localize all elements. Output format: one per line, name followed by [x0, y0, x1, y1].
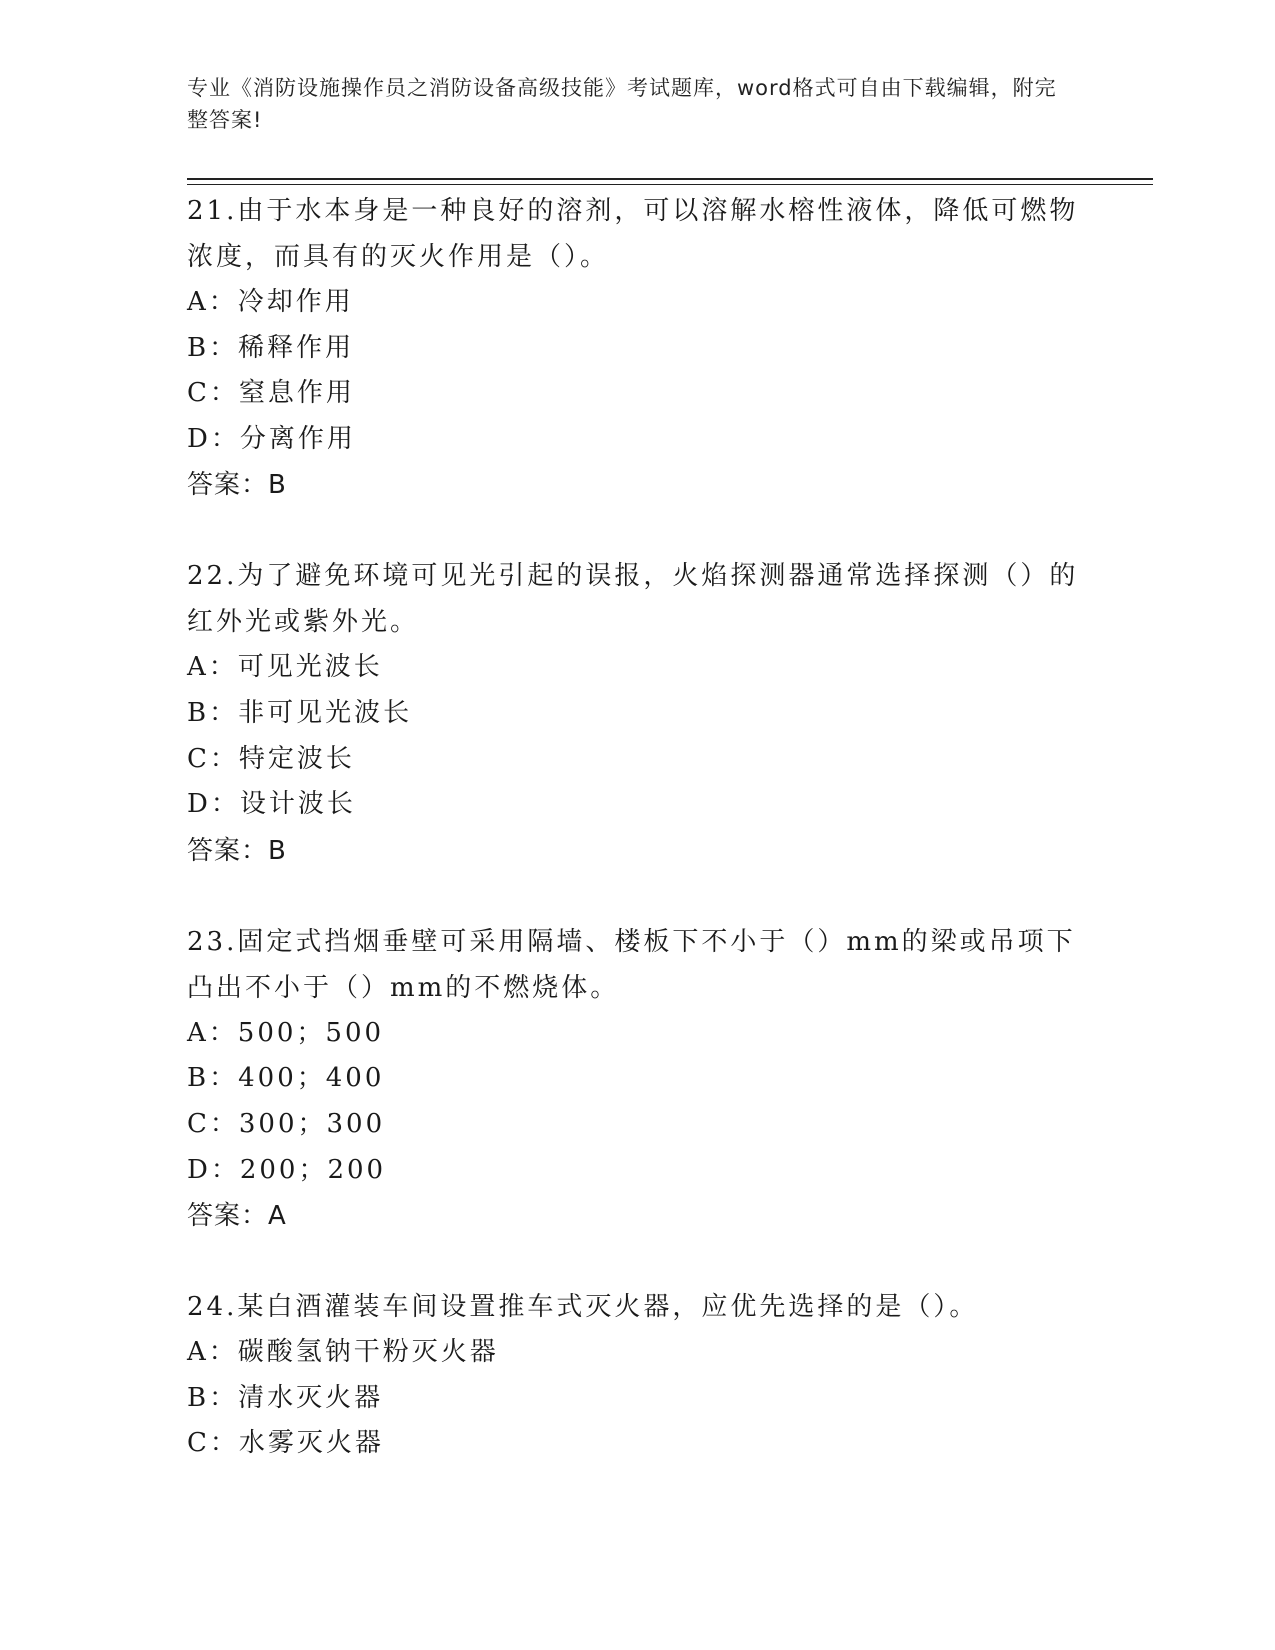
option-b: B：清水灭火器: [187, 1382, 384, 1413]
question-23: [187, 919, 1087, 1239]
option-a: A：可见光波长: [187, 652, 383, 683]
question-text: 21.由于水本身是一种良好的溶剂，可以溶解水榕性液体，降低可燃物浓度，而具有的灭火作用是（）。: [187, 196, 1079, 272]
option-d: D：设计波长: [187, 789, 356, 820]
option-a: A：碳酸氢钠干粉灭火器: [187, 1337, 499, 1368]
option-b: B：400；400: [187, 1063, 385, 1094]
spacer: [187, 874, 1087, 919]
question-21: [187, 188, 1087, 508]
option-c: C：窒息作用: [187, 378, 355, 409]
option-b: B：稀释作用: [187, 332, 355, 363]
option-c: C：特定波长: [187, 743, 355, 774]
option-d: D：分离作用: [187, 423, 356, 454]
header-divider-thick: [187, 178, 1153, 180]
question-text: 24.某白酒灌装车间设置推车式灭火器，应优先选择的是（）。: [187, 1292, 979, 1323]
spacer: [187, 508, 1087, 553]
question-22: [187, 553, 1087, 873]
option-a: A：500；500: [187, 1017, 385, 1048]
question-text: 22.为了避免环境可见光引起的误报，火焰探测器通常选择探测（）的红外光或紫外光。: [187, 561, 1079, 638]
option-c: C：水雾灭火器: [187, 1428, 384, 1459]
option-c: C：300；300: [187, 1108, 386, 1139]
question-list: [187, 188, 1087, 1467]
spacer: [187, 1239, 1087, 1284]
answer: 答案：B: [187, 470, 287, 501]
question-text: 23.固定式挡烟垂壁可采用隔墙、楼板下不小于（）mm的梁或吊项下凸出不小于（）mm的不燃烧体。: [187, 926, 1076, 1003]
option-b: B：非可见光波长: [187, 697, 413, 728]
answer: 答案：B: [187, 835, 287, 866]
question-24: [187, 1284, 1087, 1467]
document-intro: 专业《消防设施操作员之消防设备高级技能》考试题库，word格式可自由下载编辑，附完整答案!: [187, 76, 1057, 132]
answer: 答案：A: [187, 1201, 287, 1232]
option-d: D：200；200: [187, 1154, 387, 1185]
header-divider-thin: [187, 184, 1153, 185]
option-a: A：冷却作用: [187, 287, 354, 317]
